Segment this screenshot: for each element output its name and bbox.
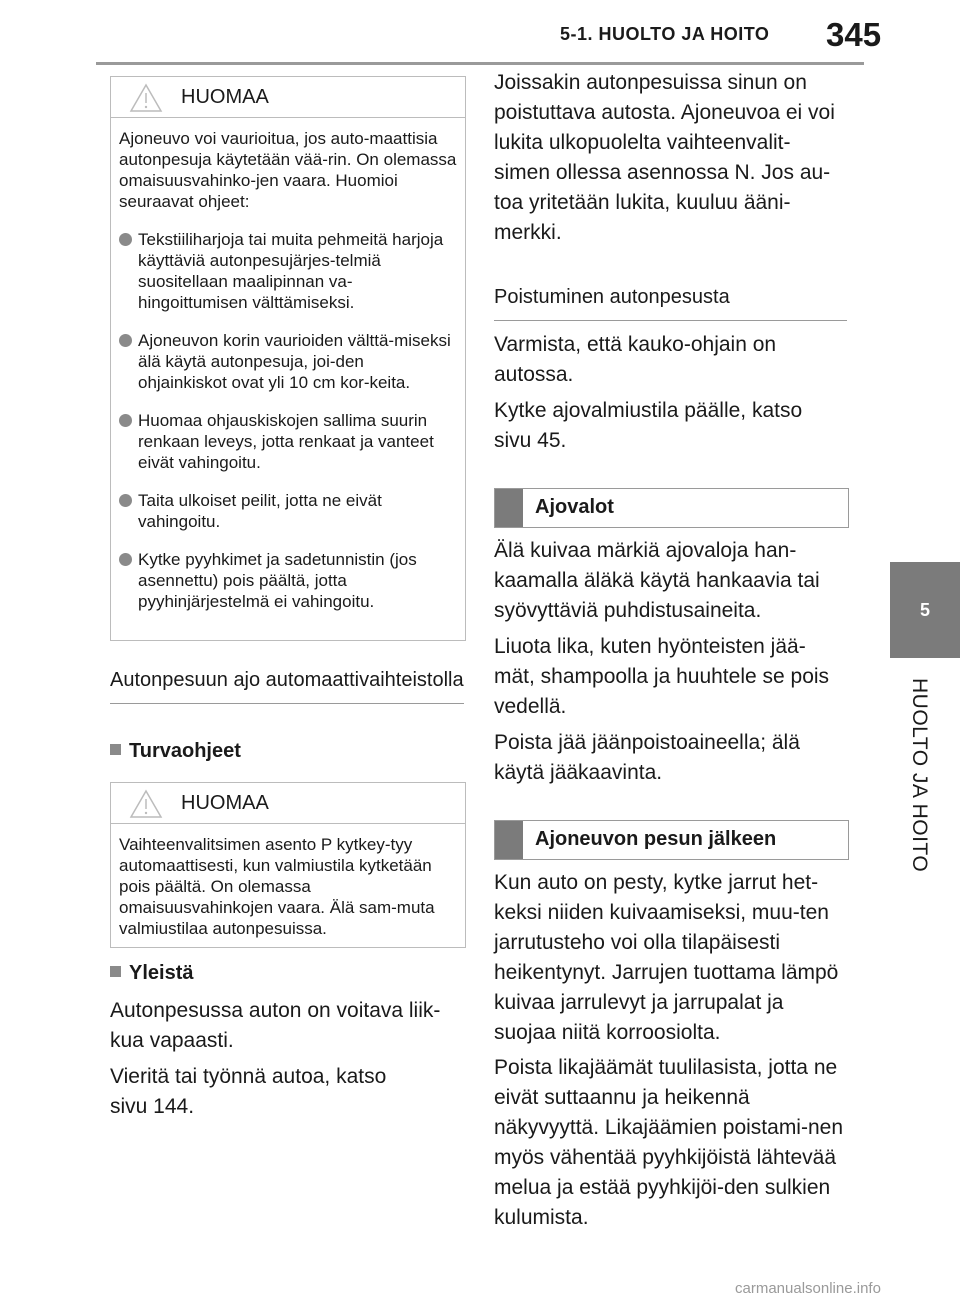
caution-body: [111, 118, 465, 624]
heading-exit: Poistuminen autonpesusta: [494, 284, 847, 321]
bullet-dot-icon: [119, 494, 132, 507]
section-title: 5-1. HUOLTO JA HOITO: [560, 24, 770, 44]
section-box-after-wash: [494, 820, 849, 860]
caution-text: Vaihteenvalitsimen asento P kytkey-tyy automaattisesti, kun valmiustila kytketään pois päältä. On olemassa omaisuusvahinkojen vaara. Älä sam-muta valmiustilaa autonpesuissa.: [119, 835, 435, 938]
caution-bullet: Ajoneuvon korin vaurioiden välttä-miseksi älä käytä autonpesuja, joi-den ohjainkiskot ovat yli 10 cm kor-keita.: [119, 330, 457, 393]
caution-bullet: Taita ulkoiset peilit, jotta ne eivät vahingoitu.: [119, 490, 457, 532]
caution-header: [111, 77, 465, 118]
caution-header: [111, 783, 465, 824]
section-box-bar: [495, 489, 523, 527]
section-box-headlights: [494, 488, 849, 528]
caution-bullet: Kytke pyyhkimet ja sadetunnistin (jos asennettu) pois päältä, jotta pyyhinjärjestelmä ei vahingoitu.: [119, 549, 457, 612]
warning-triangle-icon: [129, 789, 163, 819]
paragraph: Liuota lika, kuten hyönteisten jää-mät, shampoolla ja huuhtele se pois vedellä.: [494, 635, 830, 718]
chapter-number: 5: [919, 599, 930, 620]
heading-general: Yleistä: [110, 962, 193, 985]
paragraph: Autonpesussa auton on voitava liik-kua vapaasti.: [110, 999, 441, 1052]
caution-box-wash: [110, 76, 466, 641]
square-bullet-icon: [110, 744, 121, 755]
paragraph: Kun auto on pesty, kytke jarrut het-keksi niiden kuivaamiseksi, muu-ten jarrutusteho voi olla tilapäisesti heikentynyt. Jarrujen tuottama lämpö kuivaa jarrulevyt ja jarrupalat ja suojaa niitä korroosiolta.: [494, 871, 839, 1044]
paragraph: Joissakin autonpesuissa sinun on poistuttava autosta. Ajoneuvoa ei voi lukita ulkopuolelta vaihteenvalit-simen ollessa asennossa N. Jos au-toa yritetään lukita, kuuluu ääni-merkki.: [494, 71, 835, 244]
bullet-dot-icon: [119, 553, 132, 566]
heading-safety: Turvaohjeet: [110, 740, 241, 763]
bullet-dot-icon: [119, 414, 132, 427]
caution-title: HUOMAA: [181, 86, 269, 108]
bullet-dot-icon: [119, 334, 132, 347]
caution-bullet: Tekstiiliharjoja tai muita pehmeitä harjoja käyttäviä autonpesujärjes-telmiä suositellaan maalipinnan va-hingoittumisen välttämiseksi.: [119, 229, 457, 313]
watermark: carmanualsonline.info: [735, 1280, 881, 1297]
paragraph: Kytke ajovalmiustila päälle, katso sivu 45.: [494, 399, 803, 452]
square-bullet-icon: [110, 966, 121, 977]
page-number: 345: [826, 16, 882, 53]
chapter-label: HUOLTO JA HOITO: [908, 678, 931, 873]
section-box-bar: [495, 821, 523, 859]
paragraph: Poista likajäämät tuulilasista, jotta ne eivät suttaannu ja heikennä näkyvyyttä. Likajäämien poistami-nen myös vähentää pyyhkijöistä lähtevää melua ja estää pyyhkijöi-den sulkien kulumista.: [494, 1056, 844, 1229]
paragraph: Älä kuivaa märkiä ajovaloja han-kaamalla äläkä käytä hankaavia tai syövyttäviä puhdistusaineita.: [494, 539, 820, 622]
section-box-label: Ajoneuvon pesun jälkeen: [535, 828, 777, 850]
caution-intro: Ajoneuvo voi vaurioitua, jos auto-maattisia autonpesuja käytetään vää-rin. On olemassa omaisuusvahinko-jen vaara. Huomioi seuraavat ohjeet:: [119, 129, 457, 211]
heading-autowash: Autonpesuun ajo automaattivaihteistolla: [110, 667, 464, 704]
bullet-dot-icon: [119, 233, 132, 246]
section-box-label: Ajovalot: [535, 496, 614, 518]
chapter-tab: [890, 562, 960, 658]
paragraph: Vieritä tai työnnä autoa, katso sivu 144.: [110, 1065, 387, 1118]
paragraph: Varmista, että kauko-ohjain on autossa.: [494, 333, 777, 386]
caution-box-gear: [110, 782, 466, 948]
caution-body: [111, 824, 465, 951]
paragraph: Poista jää jäänpoistoaineella; älä käytä jääkaavinta.: [494, 731, 800, 784]
caution-bullet: Huomaa ohjauskiskojen sallima suurin renkaan leveys, jotta renkaat ja vanteet eivät vahingoitu.: [119, 410, 457, 473]
warning-triangle-icon: [129, 83, 163, 113]
caution-title: HUOMAA: [181, 792, 269, 814]
header-divider: [96, 62, 864, 65]
